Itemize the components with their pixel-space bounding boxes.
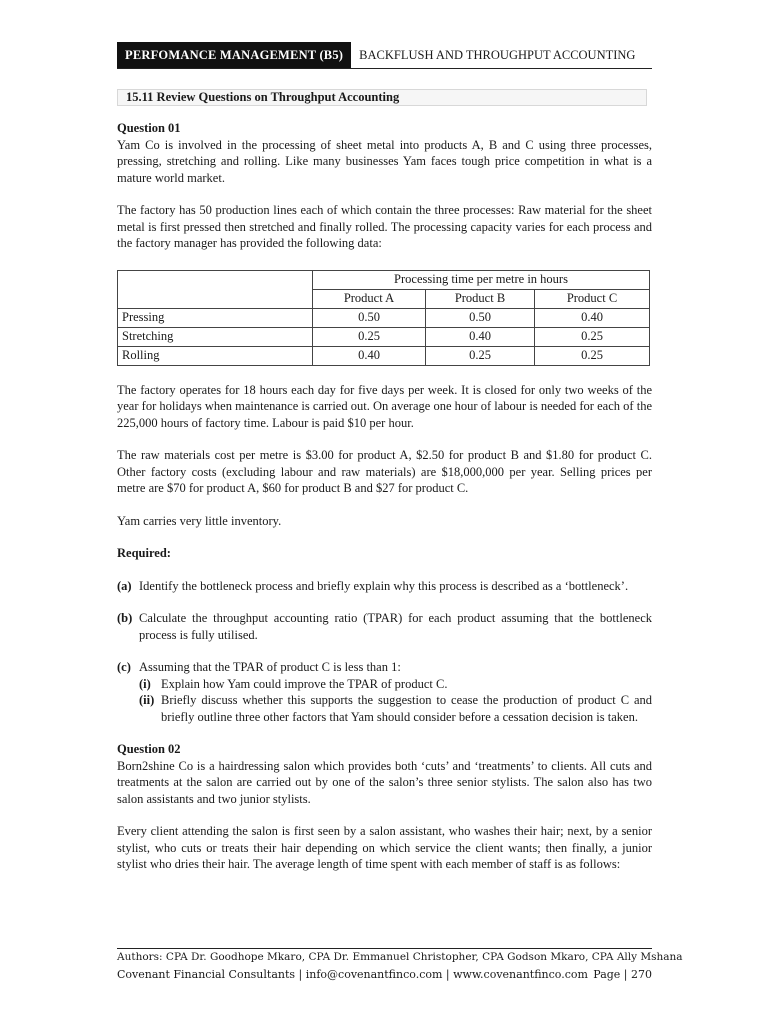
requirement-label: (c) bbox=[117, 660, 131, 674]
requirement-label: (b) bbox=[117, 611, 133, 625]
table-cell: 0.50 bbox=[313, 308, 426, 327]
q1-paragraph-4: The raw materials cost per metre is $3.00 for product A, $2.50 for product B and $1.80 for product C. Other factory costs (excluding labour and raw materials) are $18,000,000 per year. Selling prices per metre are $70 for product A, $60 for product B and $27 for product C. bbox=[117, 448, 652, 495]
table-col-header: Product B bbox=[426, 289, 535, 308]
section-title: 15.11 Review Questions on Throughput Accounting bbox=[117, 89, 647, 106]
footer-contact-line bbox=[117, 967, 652, 982]
requirement-b bbox=[117, 610, 652, 643]
row-label: Rolling bbox=[118, 346, 313, 365]
q2-paragraph-2: Every client attending the salon is first seen by a salon assistant, who washes their hair; next, by a senior stylist, who cuts or treats their hair depending on which service the client wants; then finally, a junior stylist who dries their hair. The average length of time spent with each member of staff is as follows: bbox=[117, 824, 652, 871]
requirement-c-i bbox=[139, 676, 652, 693]
q1-paragraph-1: Yam Co is involved in the processing of sheet metal into products A, B and C using three processes, pressing, stretching and rolling. Like many businesses Yam faces tough price competition in what is a mature world market. bbox=[117, 137, 652, 185]
table-cell: 0.50 bbox=[426, 308, 535, 327]
table-col-header: Product C bbox=[535, 289, 650, 308]
table-row bbox=[118, 327, 650, 346]
header-course-title: PERFOMANCE MANAGEMENT (B5) bbox=[117, 42, 351, 68]
requirement-label: (a) bbox=[117, 578, 132, 593]
running-header bbox=[117, 42, 652, 69]
table-cell: 0.40 bbox=[426, 327, 535, 346]
page-footer bbox=[117, 948, 683, 982]
table-cell: 0.25 bbox=[426, 346, 535, 365]
sub-requirement-label: (ii) bbox=[139, 693, 155, 707]
required-heading: Required: bbox=[117, 546, 171, 560]
requirement-text: Calculate the throughput accounting ratio (TPAR) for each product assuming that the bottleneck process is fully utilised. bbox=[139, 611, 652, 642]
table-cell: 0.40 bbox=[313, 346, 426, 365]
sub-requirement-text: Explain how Yam could improve the TPAR of product C. bbox=[161, 676, 448, 691]
footer-contact: Covenant Financial Consultants | info@covenantfinco.com | www.covenantfinco.com bbox=[117, 968, 588, 981]
question-02-heading: Question 02 bbox=[117, 742, 181, 756]
table-row bbox=[118, 308, 650, 327]
document-page bbox=[117, 42, 652, 873]
processing-time-table bbox=[117, 270, 650, 366]
table-cell: 0.25 bbox=[535, 327, 650, 346]
table-cell: 0.25 bbox=[313, 327, 426, 346]
table-col-header: Product A bbox=[313, 289, 426, 308]
table-cell: 0.25 bbox=[535, 346, 650, 365]
requirement-c bbox=[117, 659, 652, 725]
requirement-c-ii bbox=[139, 692, 652, 725]
page-number: Page | 270 bbox=[593, 968, 652, 981]
question-01-heading: Question 01 bbox=[117, 121, 181, 135]
row-label: Stretching bbox=[118, 327, 313, 346]
table-group-header: Processing time per metre in hours bbox=[313, 270, 650, 289]
table-cell: 0.40 bbox=[535, 308, 650, 327]
requirement-text: Identify the bottleneck process and briefly explain why this process is described as a ‘bottleneck’. bbox=[139, 578, 629, 593]
table-row bbox=[118, 346, 650, 365]
q2-paragraph-1: Born2shine Co is a hairdressing salon which provides both ‘cuts’ and ‘treatments’ to clients. All cuts and treatments at the salon are carried out by one of the salon’s three senior stylists. The salon also has two salon assistants and two junior stylists. bbox=[117, 758, 652, 806]
footer-authors: Authors: CPA Dr. Goodhope Mkaro, CPA Dr. Emmanuel Christopher, CPA Godson Mkaro, CPA Ally Mshana bbox=[117, 951, 683, 963]
requirement-text bbox=[139, 659, 652, 725]
q1-paragraph-2: The factory has 50 production lines each of which contain the three processes: Raw material for the sheet metal is first pressed then stretched and finally rolled. The processing capacity varies for each process and the factory manager has provided the following data: bbox=[117, 203, 652, 250]
table-corner-cell bbox=[118, 270, 313, 308]
requirement-a bbox=[117, 578, 652, 595]
requirement-c-intro: Assuming that the TPAR of product C is less than 1: bbox=[139, 660, 401, 674]
q1-paragraph-5: Yam carries very little inventory. bbox=[117, 513, 282, 528]
sub-requirement-label: (i) bbox=[139, 676, 151, 691]
header-chapter-title: BACKFLUSH AND THROUGHPUT ACCOUNTING bbox=[359, 47, 636, 62]
q1-paragraph-3: The factory operates for 18 hours each day for five days per week. It is closed for only two weeks of the year for holidays when maintenance is carried out. On average one hour of labour is needed for each of the 225,000 hours of factory time. Labour is paid $10 per hour. bbox=[117, 382, 652, 430]
sub-requirement-text: Briefly discuss whether this supports the suggestion to cease the production of product C and briefly outline three other factors that Yam should consider before a cessation decision is taken. bbox=[161, 693, 652, 724]
row-label: Pressing bbox=[118, 308, 313, 327]
